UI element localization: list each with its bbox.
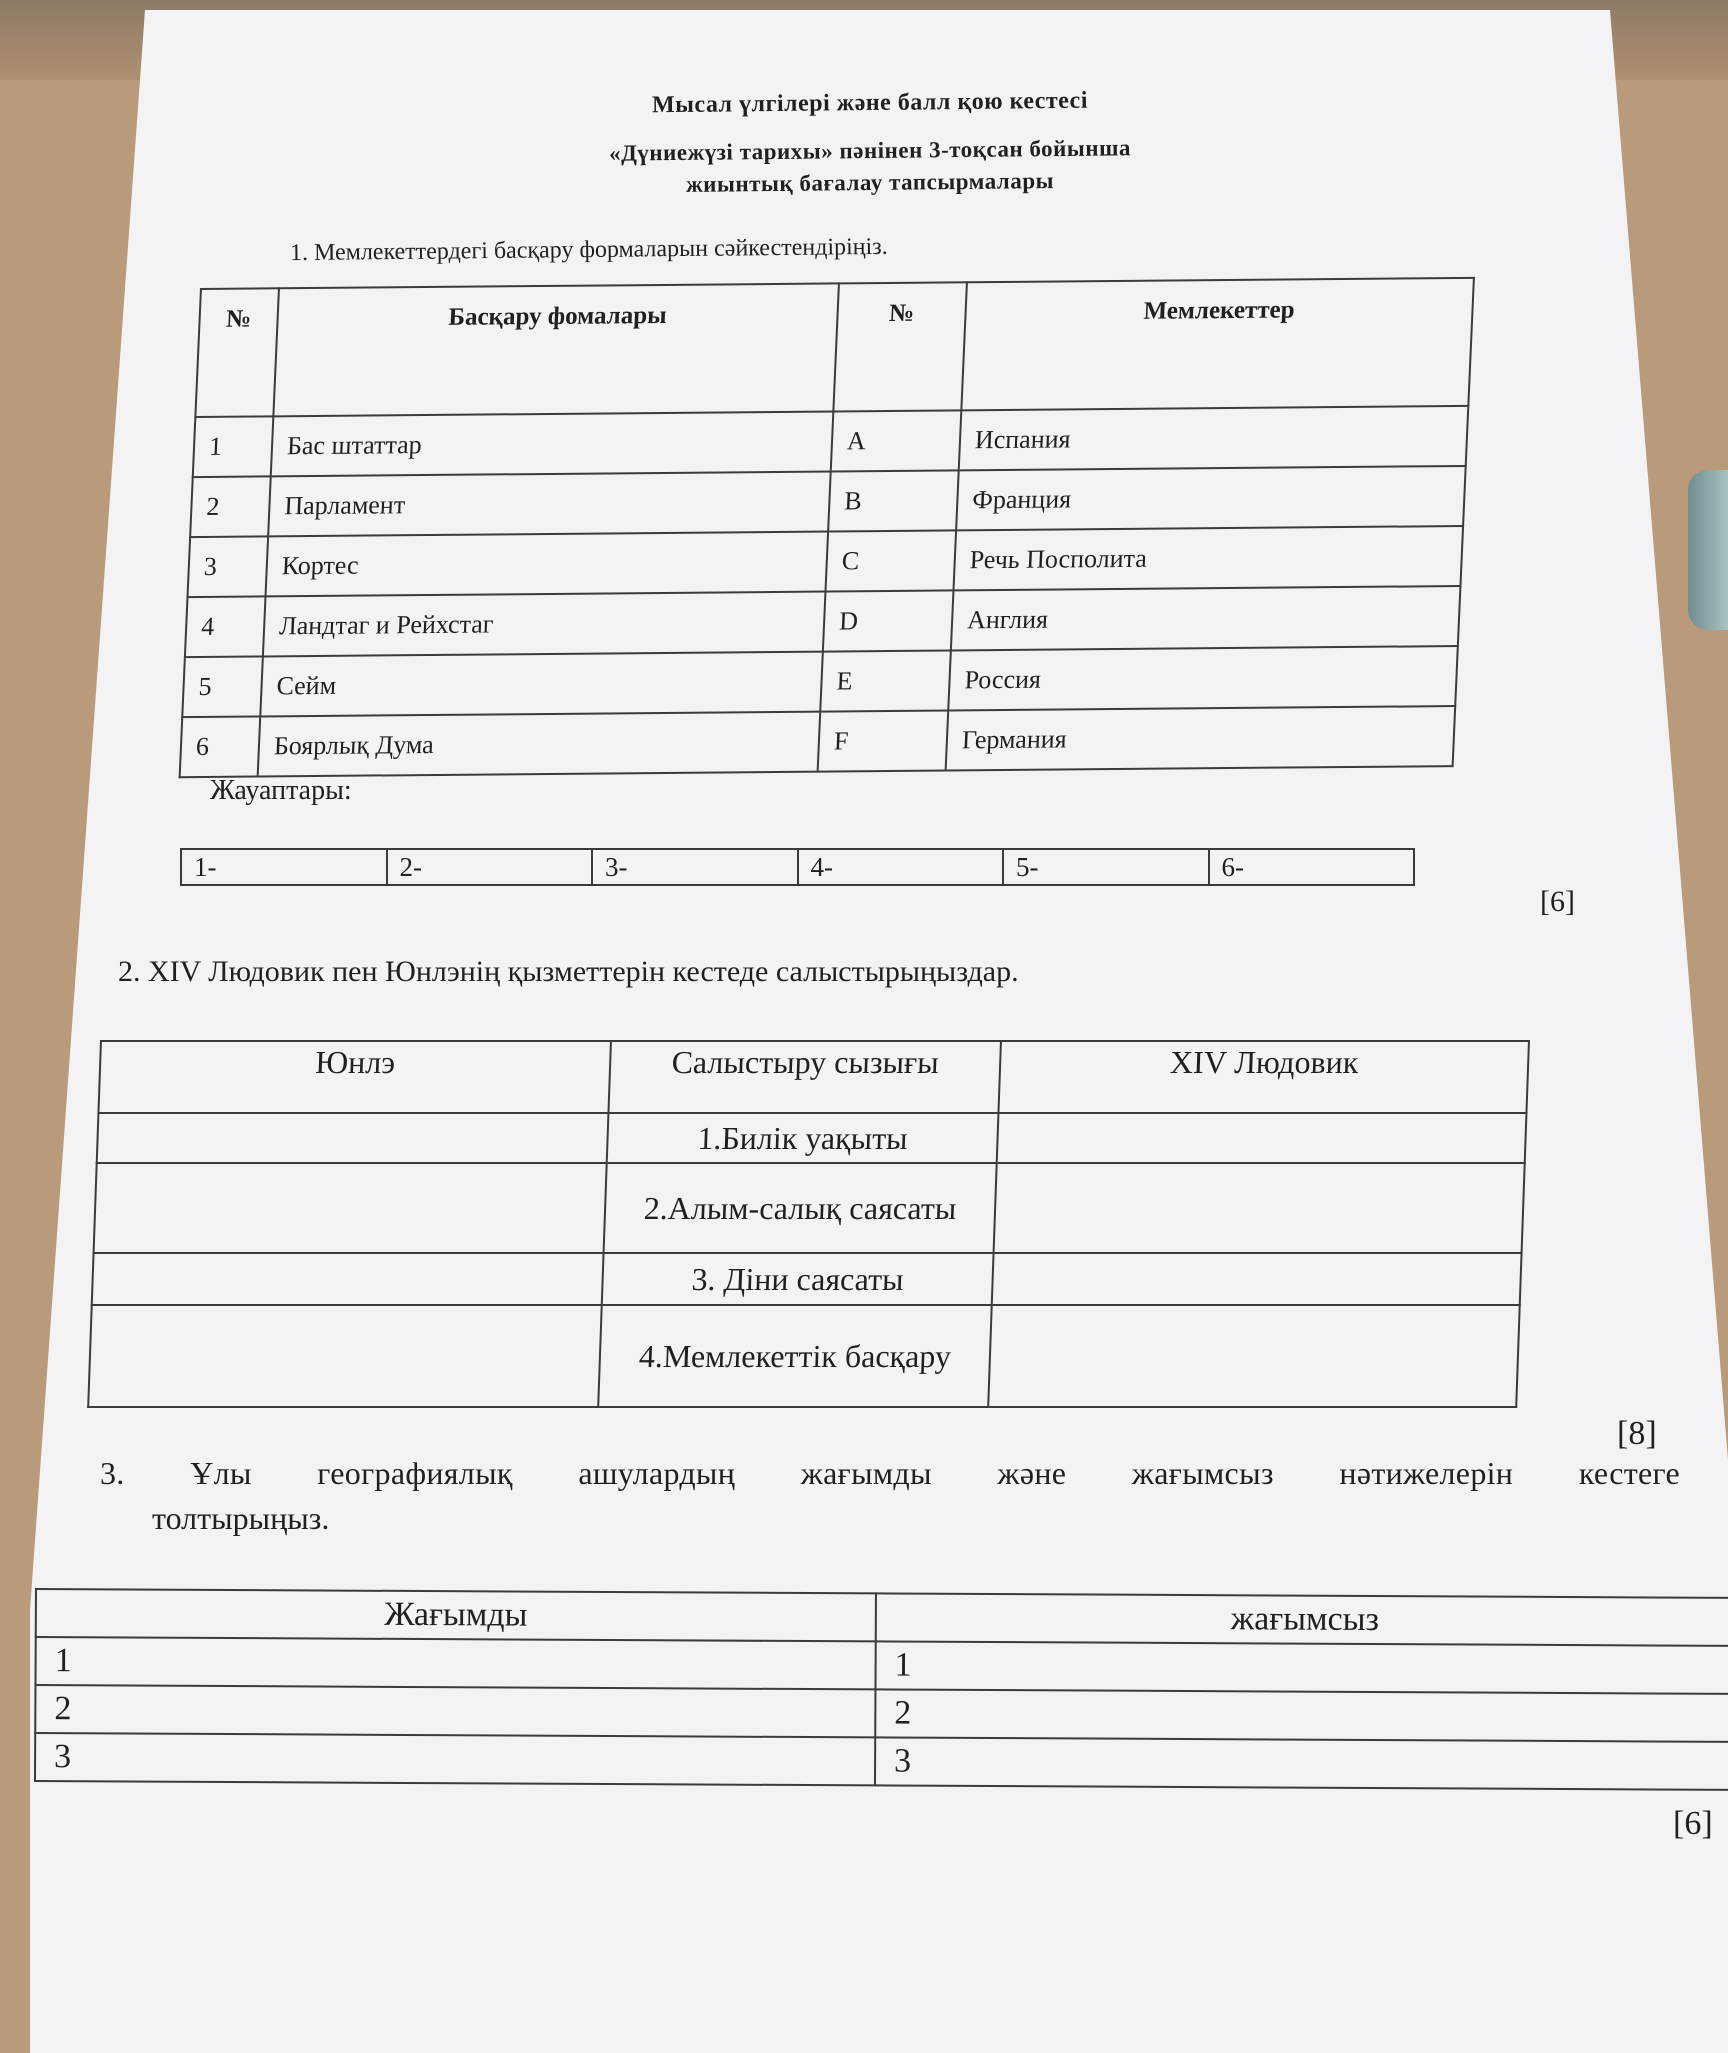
row-form: Кортес [266,532,829,597]
table-row [185,586,1461,657]
row-number: 4 [185,596,266,657]
row-state: Испания [959,406,1469,470]
table-row [190,466,1466,537]
row-letter: B [828,470,959,531]
row-letter: E [820,650,951,711]
row-number: 3 [188,536,269,597]
header-comparison-line: Салыстыру сызығы [608,1041,1001,1113]
row-form: Боярлық Дума [258,712,821,777]
comparison-criterion: 1.Билік уақыты [607,1113,999,1163]
header-louis-xiv: XIV Людовик [998,1041,1529,1113]
row-state: Англия [951,586,1461,650]
row-state: Франция [956,466,1466,530]
answer-cell-4[interactable]: 4- [798,849,1004,885]
answer-cell[interactable] [994,1163,1525,1253]
negative-item[interactable]: 3 [875,1737,1728,1789]
table-row [193,406,1469,477]
negative-item[interactable]: 1 [875,1641,1728,1693]
row-number: 6 [180,716,261,777]
positive-item[interactable]: 2 [35,1685,875,1737]
answers-row [181,849,1414,885]
table-row [97,1113,1527,1163]
desk-object [1688,470,1728,630]
page-title: Мысал үлгілері және балл қою кестесі [651,87,1089,119]
task3-prompt-line1: 3. Ұлы географиялық ашулардың жағымды және жағымсыз нәтижелерін кестеге [100,1455,1680,1491]
task2-prompt: 2. XIV Людовик пен Юнлэнің қызметтерін кестеде салыстырыңыздар. [118,955,1019,988]
answer-cell-6[interactable]: 6- [1209,849,1415,885]
header-states: Мемлекеттер [961,278,1474,410]
table-row [182,646,1458,717]
header-forms: Басқару фомалары [273,283,839,416]
table-header-row [98,1041,1529,1113]
row-letter: F [818,710,949,771]
row-form: Парламент [268,472,831,537]
positive-item[interactable]: 3 [35,1733,875,1785]
answer-cell[interactable] [94,1163,607,1253]
table-row [92,1253,1522,1305]
row-letter: D [823,590,954,651]
answer-cell[interactable] [97,1113,609,1163]
table-row [180,706,1456,777]
task3-score: [6] [1673,1805,1713,1842]
answer-cell[interactable] [88,1305,602,1407]
table-row [88,1305,1520,1407]
comparison-criterion: 2.Алым-салық саясаты [604,1163,997,1253]
row-form: Бас штаттар [271,411,834,476]
answer-cell-3[interactable]: 3- [592,849,798,885]
row-letter: A [831,410,962,471]
answer-cell[interactable] [92,1253,604,1305]
task1-score: [6] [1540,885,1575,918]
row-number: 5 [182,656,263,717]
table-row [35,1733,1728,1790]
answer-cell[interactable] [988,1305,1520,1407]
negative-item[interactable]: 2 [875,1689,1728,1741]
comparison-criterion: 3. Діни саясаты [602,1253,994,1305]
comparison-criterion: 4.Мемлекеттік басқару [598,1305,992,1407]
answer-cell[interactable] [992,1253,1522,1305]
task1-matching-table [179,277,1475,778]
answers-table [180,848,1415,886]
page-subtitle-line1: «Дүниежүзі тарихы» пәнінен 3-тоқсан бойынша [608,135,1132,166]
answer-cell-5[interactable]: 5- [1003,849,1209,885]
task2-comparison-table [87,1040,1530,1408]
positive-item[interactable]: 1 [35,1637,875,1689]
task2-score: [8] [1617,1415,1657,1452]
row-state: Россия [948,646,1458,710]
table-row [94,1163,1525,1253]
task1-prompt: 1. Мемлекеттердегі басқару формаларын сәйкестендіріңіз. [289,233,888,267]
table-row [188,526,1464,597]
page-subtitle-line2: жиынтық бағалау тапсырмалары [685,168,1055,197]
task3-results-table [34,1588,1728,1791]
table-header-row [195,278,1474,417]
header-number: № [195,288,279,417]
header-letter: № [833,282,967,411]
row-state: Речь Посполита [953,526,1463,590]
header-positive: Жағымды [36,1589,876,1641]
row-form: Ландтаг и Рейхстаг [263,592,826,657]
answer-cell[interactable] [997,1113,1527,1163]
header-yongle: Юнлэ [98,1041,611,1113]
task3-prompt-line2: толтырыңыз. [152,1500,330,1536]
row-form: Сейм [260,652,823,717]
row-number: 1 [193,416,274,477]
answers-label: Жауаптары: [210,775,352,806]
row-letter: C [825,530,956,591]
row-state: Германия [946,706,1456,770]
answer-cell-2[interactable]: 2- [387,849,593,885]
row-number: 2 [190,476,271,537]
answer-cell-1[interactable]: 1- [181,849,387,885]
header-negative: жағымсыз [876,1593,1728,1645]
